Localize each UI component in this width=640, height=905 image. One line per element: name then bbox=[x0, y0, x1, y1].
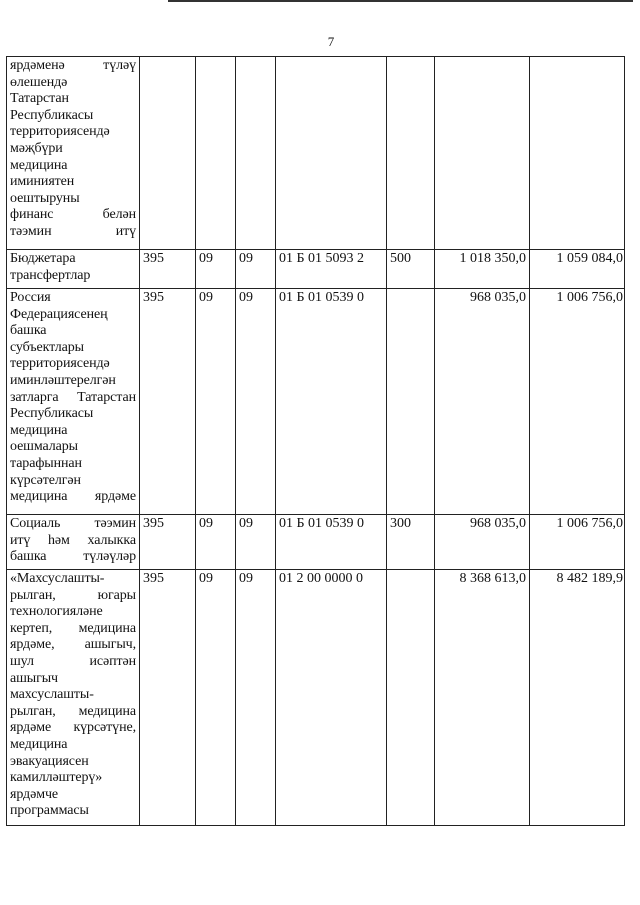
description-word: түләүләр bbox=[83, 549, 136, 565]
description-word: белән bbox=[102, 207, 136, 223]
description-line: «Махсуслашты- bbox=[10, 571, 105, 586]
description-word: медицина bbox=[10, 489, 68, 505]
amount-year-1: 1 018 350,0 bbox=[435, 250, 530, 289]
description-line bbox=[10, 390, 136, 407]
description-line: камилләштерү» bbox=[10, 770, 103, 786]
description-line bbox=[10, 489, 136, 506]
budget-table-body bbox=[7, 57, 625, 826]
target-article-code: 01 Б 01 0539 0 bbox=[276, 289, 387, 515]
ministry-code bbox=[140, 57, 196, 250]
description-line: оешмалары bbox=[10, 439, 78, 455]
description-word: һәм bbox=[48, 532, 70, 548]
description-line: Бюджетара bbox=[10, 251, 76, 266]
description-line: өлешендә bbox=[10, 74, 68, 90]
subsection-code bbox=[236, 57, 276, 250]
description-line bbox=[10, 621, 136, 638]
description-line: оештыруны bbox=[10, 190, 80, 206]
target-article-code: 01 2 00 0000 0 bbox=[276, 570, 387, 826]
description-line: башка bbox=[10, 323, 47, 339]
description-word: ярдәме bbox=[94, 489, 136, 505]
table-row bbox=[7, 515, 625, 570]
target-article-code: 01 Б 01 0539 0 bbox=[276, 515, 387, 570]
description-word: Социаль bbox=[10, 516, 61, 531]
description-line: технологияләне bbox=[10, 604, 103, 620]
expense-type-code bbox=[387, 570, 435, 826]
row-description bbox=[7, 289, 140, 515]
description-word: түләү bbox=[103, 58, 136, 73]
page-number: 7 bbox=[327, 34, 335, 49]
description-line: территориясендә bbox=[10, 124, 110, 140]
description-line: программасы bbox=[10, 803, 89, 819]
amount-year-2: 8 482 189,9 bbox=[530, 570, 625, 826]
subsection-code: 09 bbox=[236, 250, 276, 289]
description-word: тәэмин bbox=[10, 223, 52, 239]
ministry-code: 395 bbox=[140, 515, 196, 570]
description-line: ашыгыч bbox=[10, 670, 58, 686]
expense-type-code bbox=[387, 57, 435, 250]
description-word: тәэмин bbox=[94, 516, 136, 531]
description-line: субъектлары bbox=[10, 339, 84, 355]
description-word: рылган, bbox=[10, 587, 56, 603]
description-word: ярдәме, bbox=[10, 637, 55, 653]
amount-year-2 bbox=[530, 57, 625, 250]
description-word: күрсәтүне, bbox=[73, 720, 136, 736]
description-line bbox=[10, 637, 136, 654]
description-line: медицина bbox=[10, 157, 68, 173]
ministry-code: 395 bbox=[140, 570, 196, 826]
description-line: тарафыннан bbox=[10, 455, 82, 471]
description-word: халыкка bbox=[87, 532, 136, 548]
description-word: шул bbox=[10, 653, 34, 669]
expense-type-code: 500 bbox=[387, 250, 435, 289]
description-line bbox=[10, 588, 136, 605]
description-line bbox=[10, 224, 136, 241]
description-word: ашыгыч, bbox=[84, 637, 136, 653]
amount-year-2: 1 006 756,0 bbox=[530, 289, 625, 515]
header-rule bbox=[168, 0, 633, 2]
description-line: Республикасы bbox=[10, 107, 94, 123]
subsection-code: 09 bbox=[236, 570, 276, 826]
description-word: финанс bbox=[10, 207, 54, 223]
description-line: махсуслашты- bbox=[10, 687, 94, 703]
description-line: Татарстан bbox=[10, 91, 69, 107]
subsection-code: 09 bbox=[236, 515, 276, 570]
table-row bbox=[7, 289, 625, 515]
amount-year-2: 1 006 756,0 bbox=[530, 515, 625, 570]
description-word: Татарстан bbox=[77, 389, 136, 405]
target-article-code bbox=[276, 57, 387, 250]
ministry-code: 395 bbox=[140, 289, 196, 515]
description-line: Федерациясенең bbox=[10, 306, 108, 322]
description-line: медицина bbox=[10, 422, 68, 438]
description-line: медицина bbox=[10, 736, 68, 752]
description-line: трансфертлар bbox=[10, 267, 91, 283]
description-line bbox=[10, 549, 136, 566]
target-article-code: 01 Б 01 5093 2 bbox=[276, 250, 387, 289]
description-word: итү bbox=[10, 532, 31, 548]
description-line: күрсәтелгән bbox=[10, 472, 81, 488]
description-word: рылган, bbox=[10, 703, 56, 719]
amount-year-1: 968 035,0 bbox=[435, 289, 530, 515]
description-word: ярдәме bbox=[10, 720, 52, 736]
amount-year-1 bbox=[435, 57, 530, 250]
row-description bbox=[7, 250, 140, 289]
description-line: иминләштерелгән bbox=[10, 372, 116, 388]
row-description bbox=[7, 57, 140, 250]
description-line bbox=[10, 704, 136, 721]
section-code bbox=[196, 57, 236, 250]
subsection-code: 09 bbox=[236, 289, 276, 515]
table-row bbox=[7, 57, 625, 250]
description-line: мәҗбүри bbox=[10, 140, 63, 156]
ministry-code: 395 bbox=[140, 250, 196, 289]
row-description bbox=[7, 570, 140, 826]
description-word: кертеп, bbox=[10, 620, 53, 636]
description-line bbox=[10, 533, 136, 550]
description-line bbox=[10, 207, 136, 224]
description-line: ярдәмче bbox=[10, 786, 59, 802]
description-word: югары bbox=[97, 587, 136, 603]
description-word: ярдәменә bbox=[10, 58, 65, 73]
section-code: 09 bbox=[196, 515, 236, 570]
expense-type-code bbox=[387, 289, 435, 515]
amount-year-1: 8 368 613,0 bbox=[435, 570, 530, 826]
description-line bbox=[10, 58, 136, 75]
section-code: 09 bbox=[196, 250, 236, 289]
amount-year-1: 968 035,0 bbox=[435, 515, 530, 570]
table-row bbox=[7, 250, 625, 289]
section-code: 09 bbox=[196, 289, 236, 515]
description-word: медицина bbox=[78, 620, 136, 636]
budget-table bbox=[6, 56, 625, 826]
amount-year-2: 1 059 084,0 bbox=[530, 250, 625, 289]
description-line: территориясендә bbox=[10, 356, 110, 372]
description-line: иминиятен bbox=[10, 174, 75, 190]
description-line: Россия bbox=[10, 290, 51, 305]
table-row bbox=[7, 570, 625, 826]
expense-type-code: 300 bbox=[387, 515, 435, 570]
description-word: итү bbox=[115, 223, 136, 239]
description-line bbox=[10, 516, 136, 533]
description-line bbox=[10, 720, 136, 737]
description-line: Республикасы bbox=[10, 406, 94, 422]
description-word: исәптән bbox=[89, 653, 136, 669]
description-word: медицина bbox=[78, 703, 136, 719]
description-word: затларга bbox=[10, 389, 59, 405]
row-description bbox=[7, 515, 140, 570]
description-line: эвакуациясен bbox=[10, 753, 89, 769]
section-code: 09 bbox=[196, 570, 236, 826]
description-line bbox=[10, 654, 136, 671]
description-word: башка bbox=[10, 549, 47, 565]
